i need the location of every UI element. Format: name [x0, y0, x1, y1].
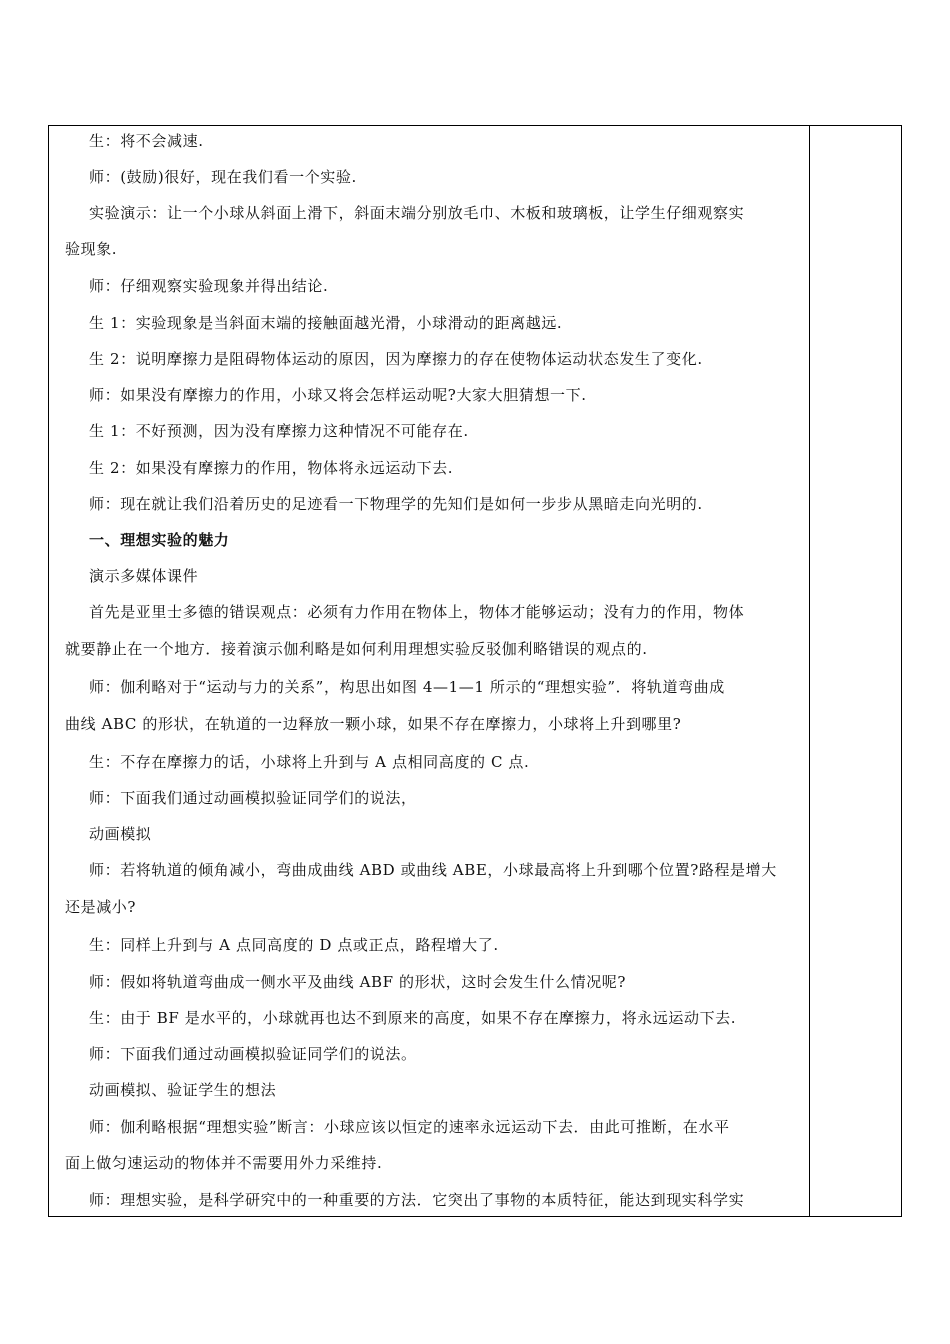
text-line: 生：不存在摩擦力的话，小球将上升到与 A 点相同高度的 C 点. [89, 753, 530, 771]
column-divider [809, 126, 810, 1216]
text-line: 师：若将轨道的倾角减小，弯曲成曲线 ABD 或曲线 ABE，小球最高将上升到哪个位置?路程是增大 [89, 861, 777, 879]
text-line: 生：同样上升到与 A 点同高度的 D 点或正点，路程增大了. [89, 936, 499, 954]
text-line: 师：现在就让我们沿着历史的足迹看一下物理学的先知们是如何一步步从黑暗走向光明的. [89, 495, 703, 513]
text-line: 师：假如将轨道弯曲成一侧水平及曲线 ABF 的形状，这时会发生什么情况呢? [89, 973, 627, 991]
text-line: 生 2：如果没有摩擦力的作用，物体将永远运动下去. [89, 459, 454, 477]
text-line: 师：如果没有摩擦力的作用，小球又将会怎样运动呢?大家大胆猜想一下. [89, 386, 587, 404]
text-line: 师：理想实验，是科学研究中的一种重要的方法．它突出了事物的本质特征，能达到现实科学实 [89, 1191, 745, 1209]
text-line: 还是减小? [65, 898, 137, 916]
lesson-table [48, 125, 902, 1217]
text-line: 验现象. [65, 240, 118, 258]
text-line: 曲线 ABC 的形状，在轨道的一边释放一颗小球，如果不存在摩擦力，小球将上升到哪里? [65, 715, 682, 733]
text-line: 首先是亚里士多德的错误观点：必须有力作用在物体上，物体才能够运动；没有力的作用，物体 [89, 603, 745, 621]
text-line: 动画模拟、验证学生的想法 [89, 1081, 277, 1099]
text-line: 实验演示：让一个小球从斜面上滑下，斜面末端分别放毛巾、木板和玻璃板，让学生仔细观察实 [89, 204, 745, 222]
text-line: 生：由于 BF 是水平的，小球就再也达不到原来的高度，如果不存在摩擦力，将永远运动下去. [89, 1009, 737, 1027]
section-heading: 一、理想实验的魅力 [89, 531, 230, 549]
text-line: 师：下面我们通过动画模拟验证同学们的说法， [89, 789, 417, 807]
lesson-content-cell [49, 126, 809, 1216]
text-line: 师：(鼓励)很好，现在我们看一个实验. [89, 168, 357, 186]
text-line: 演示多媒体课件 [89, 567, 199, 585]
text-line: 师：下面我们通过动画模拟验证同学们的说法。 [89, 1045, 417, 1063]
text-line: 生：将不会减速. [89, 132, 204, 150]
text-line: 师：伽利略对于“运动与力的关系”，构思出如图 4—1—1 所示的“理想实验”．将轨道弯曲成 [89, 678, 725, 696]
text-line: 生 1：不好预测，因为没有摩擦力这种情况不可能存在. [89, 422, 469, 440]
text-line: 就要静止在一个地方．接着演示伽利略是如何利用理想实验反驳伽利略错误的观点的. [65, 640, 648, 658]
text-line: 生 2：说明摩擦力是阻碍物体运动的原因，因为摩擦力的存在使物体运动状态发生了变化. [89, 350, 703, 368]
text-line: 动画模拟 [89, 825, 152, 843]
text-line: 师：仔细观察实验现象并得出结论. [89, 277, 329, 295]
text-line: 生 1：实验现象是当斜面末端的接触面越光滑，小球滑动的距离越远. [89, 314, 563, 332]
text-line: 师：伽利略根据“理想实验”断言：小球应该以恒定的速率永远运动下去．由此可推断，在水平 [89, 1118, 730, 1136]
text-line: 面上做匀速运动的物体并不需要用外力采维持. [65, 1154, 383, 1172]
